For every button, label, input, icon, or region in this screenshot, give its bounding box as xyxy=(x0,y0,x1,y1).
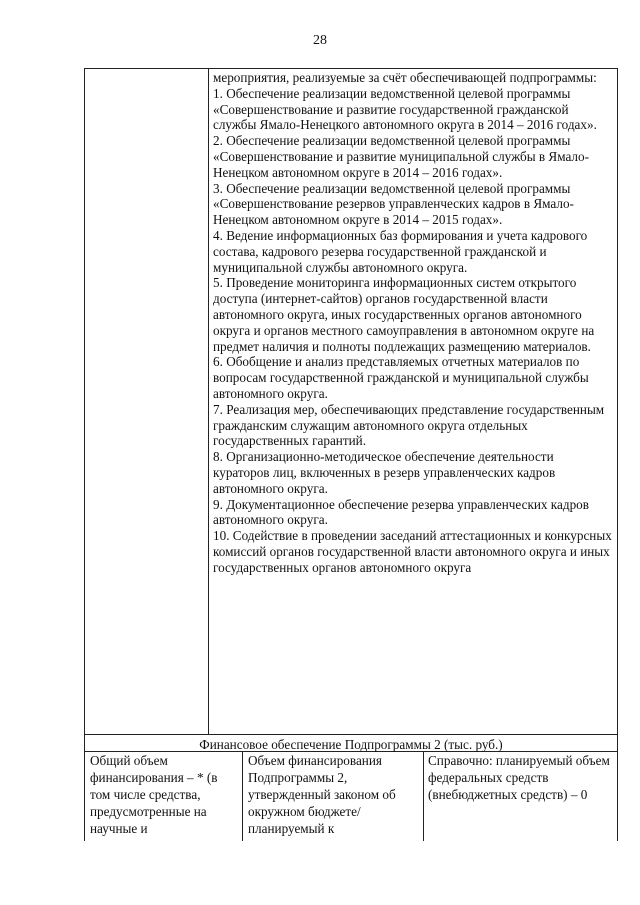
page-number: 28 xyxy=(313,33,327,48)
table-top-border xyxy=(84,68,618,69)
financing-column-divider-1 xyxy=(242,751,243,841)
activity-item: 4. Ведение информационных баз формирования и учета кадрового состава, кадрового резерва государственной гражданской и муниципальной службы автономного округа. xyxy=(213,227,588,275)
activity-item: 6. Обобщение и анализ представляемых отчетных материалов по вопросам государственной гражданской и муниципальной службы автономного округа. xyxy=(213,354,589,401)
activity-item: 5. Проведение мониторинга информационных систем открытого доступа (интернет-сайтов) органов государственной власти автономного округа, иных государственных органов автономного округа и органов местного самоуправления в автономном округе на предмет наличия и полноты подлежащих размещению материалов. xyxy=(213,275,595,354)
activity-item: 7. Реализация мер, обеспечивающих представление государственным гражданским служащим автономного округа отдельных государственных гарантий. xyxy=(213,401,605,449)
financing-approved-cell: Объем финансирования Подпрограммы 2, утвержденный законом об окружном бюджете/планируемый к xyxy=(248,753,396,836)
financing-total-cell: Общий объем финансирования – * (в том числе средства, предусмотренные на научные и xyxy=(90,753,218,836)
activities-intro: мероприятия, реализуемые за счёт обеспечивающей подпрограммы: xyxy=(213,70,597,85)
financing-federal-cell: Справочно: планируемый объем федеральных средств (внебюджетных средств) – 0 xyxy=(428,753,610,802)
activity-item: 2. Обеспечение реализации ведомственной целевой программы «Совершенствование и развитие муниципальной службы в Ямало-Ненецком автономном округе в 2014 – 2016 годах». xyxy=(213,133,589,180)
activity-item: 3. Обеспечение реализации ведомственной целевой программы «Совершенствование резервов управленческих кадров в Ямало-Ненецком автономном округе в 2014 – 2015 годах». xyxy=(213,180,574,228)
activities-cell xyxy=(213,70,613,576)
column-divider xyxy=(208,68,209,734)
table-right-border xyxy=(617,68,618,841)
activity-item: 8. Организационно-методическое обеспечение деятельности кураторов лиц, включенных в резерв управленческих кадров автономного округа. xyxy=(213,449,556,496)
table-left-border xyxy=(84,68,85,841)
financing-header: Финансовое обеспечение Подпрограммы 2 (тыс. руб.) xyxy=(199,737,503,752)
activity-item: 10. Содействие в проведении заседаний аттестационных и конкурсных комиссий органов государственной власти автономного округа и иных государственных органов автономного округа xyxy=(213,528,612,575)
activity-item: 1. Обеспечение реализации ведомственной целевой программы «Совершенствование и развитие государственной гражданской службы Ямало-Ненецкого автономного округа в 2014 – 2016 годах». xyxy=(213,85,597,133)
activity-item: 9. Документационное обеспечение резерва управленческих кадров автономного округа. xyxy=(213,496,589,528)
row-divider-activities xyxy=(84,734,618,735)
financing-column-divider-2 xyxy=(423,751,424,841)
